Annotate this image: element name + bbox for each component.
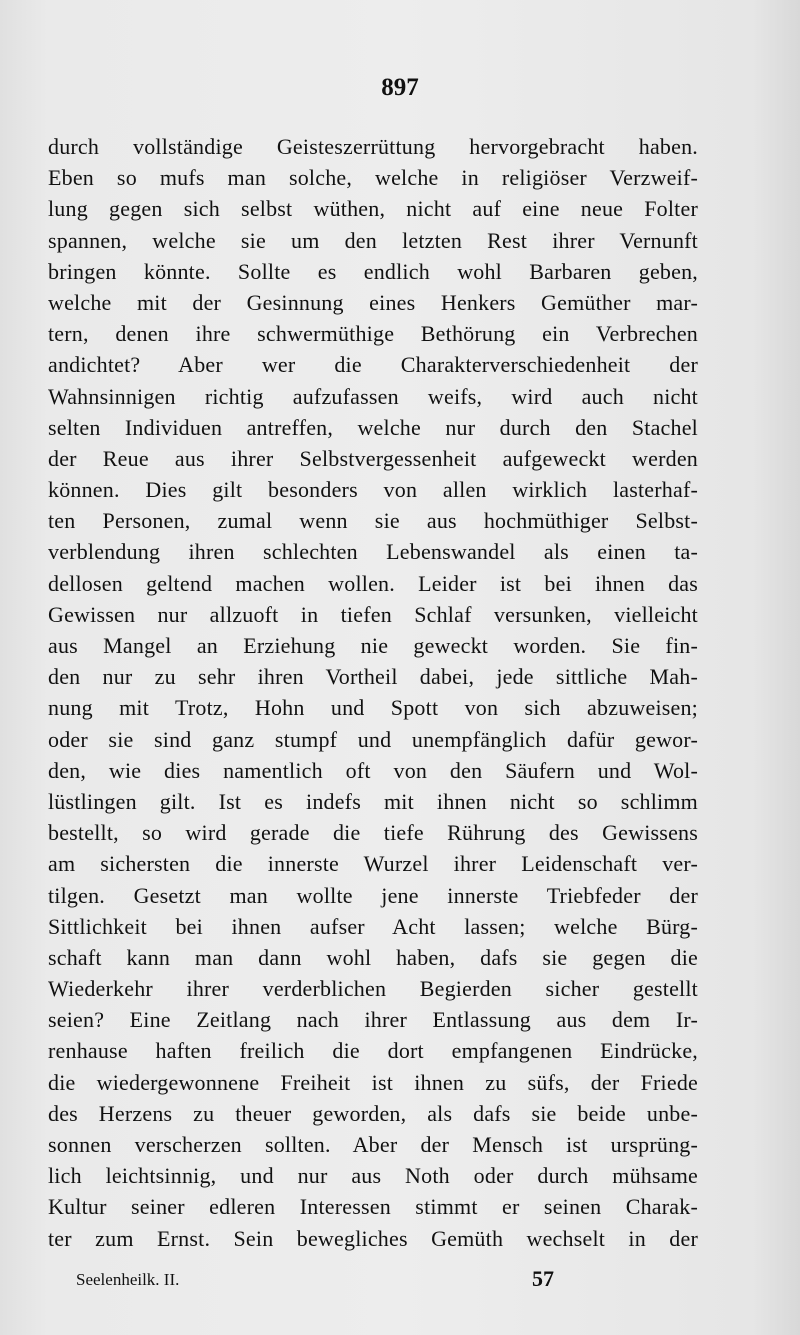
text-line: nung mit Trotz, Hohn und Spott von sich abzuweisen; bbox=[48, 695, 698, 721]
text-line: können. Dies gilt besonders von allen wirklich lasterhaf- bbox=[48, 477, 698, 503]
text-line: ten Personen, zumal wenn sie aus hochmüthiger Selbst- bbox=[48, 508, 698, 534]
text-line: ter zum Ernst. Sein bewegliches Gemüth wechselt in der bbox=[48, 1225, 698, 1251]
text-line: oder sie sind ganz stumpf und unempfänglich dafür gewor- bbox=[48, 726, 698, 752]
text-line: des Herzens zu theuer geworden, als dafs sie beide unbe- bbox=[48, 1100, 698, 1126]
text-line: Gewissen nur allzuoft in tiefen Schlaf versunken, vielleicht bbox=[48, 601, 698, 627]
text-line: lüstlingen gilt. Ist es indefs mit ihnen nicht so schlimm bbox=[48, 788, 698, 814]
text-line: am sichersten die innerste Wurzel ihrer Leidenschaft ver- bbox=[48, 851, 698, 877]
text-line: lung gegen sich selbst wüthen, nicht auf eine neue Folter bbox=[48, 196, 698, 222]
page-number: 897 bbox=[381, 74, 419, 101]
text-line: bestellt, so wird gerade die tiefe Rührung des Gewissens bbox=[48, 820, 698, 846]
text-line: durch vollständige Geisteszerrüttung hervorgebracht haben. bbox=[48, 134, 698, 159]
text-line: tilgen. Gesetzt man wollte jene innerste Triebfeder der bbox=[48, 882, 698, 908]
text-line: spannen, welche sie um den letzten Rest ihrer Vernunft bbox=[48, 227, 698, 253]
text-line: tern, denen ihre schwermüthige Bethörung ein Verbrechen bbox=[48, 321, 698, 347]
text-line: lich leichtsinnig, und nur aus Noth oder durch mühsame bbox=[48, 1163, 698, 1189]
text-line: schaft kann man dann wohl haben, dafs sie gegen die bbox=[48, 944, 698, 970]
text-line: verblendung ihren schlechten Lebenswandel als einen ta- bbox=[48, 539, 698, 565]
text-line: die wiedergewonnene Freiheit ist ihnen zu süfs, der Friede bbox=[48, 1069, 698, 1095]
signature-mark: Seelenheilk. II. bbox=[76, 1270, 180, 1289]
text-line: andichtet? Aber wer die Charakterverschiedenheit der bbox=[48, 352, 698, 378]
text-line: den, wie dies namentlich oft von den Säufern und Wol- bbox=[48, 757, 698, 783]
text-line: Wiederkehr ihrer verderblichen Begierden sicher gestellt bbox=[48, 976, 698, 1002]
text-line: bringen könnte. Sollte es endlich wohl Barbaren geben, bbox=[48, 258, 698, 284]
text-line: Sittlichkeit bei ihnen aufser Acht lassen; welche Bürg- bbox=[48, 913, 698, 939]
text-line: sonnen verscherzen sollten. Aber der Mensch ist ursprüng- bbox=[48, 1132, 698, 1157]
text-line: welche mit der Gesinnung eines Henkers Gemüther mar- bbox=[48, 289, 698, 315]
text-line: Wahnsinnigen richtig aufzufassen weifs, wird auch nicht bbox=[48, 383, 698, 409]
text-line: den nur zu sehr ihren Vortheil dabei, jede sittliche Mah- bbox=[48, 664, 698, 690]
text-line: aus Mangel an Erziehung nie geweckt worden. Sie fin- bbox=[48, 633, 698, 658]
sheet-number: 57 bbox=[532, 1266, 554, 1291]
text-line: seien? Eine Zeitlang nach ihrer Entlassung aus dem Ir- bbox=[48, 1007, 698, 1033]
body-text bbox=[48, 131, 698, 1254]
text-line: der Reue aus ihrer Selbstvergessenheit aufgeweckt werden bbox=[48, 445, 698, 471]
text-line: selten Individuen antreffen, welche nur durch den Stachel bbox=[48, 414, 698, 440]
text-line: dellosen geltend machen wollen. Leider ist bei ihnen das bbox=[48, 570, 698, 596]
text-line: Kultur seiner edleren Interessen stimmt er seinen Charak- bbox=[48, 1194, 698, 1220]
text-line: Eben so mufs man solche, welche in religiöser Verzweif- bbox=[48, 165, 698, 191]
text-line: renhause haften freilich die dort empfangenen Eindrücke, bbox=[48, 1038, 698, 1064]
